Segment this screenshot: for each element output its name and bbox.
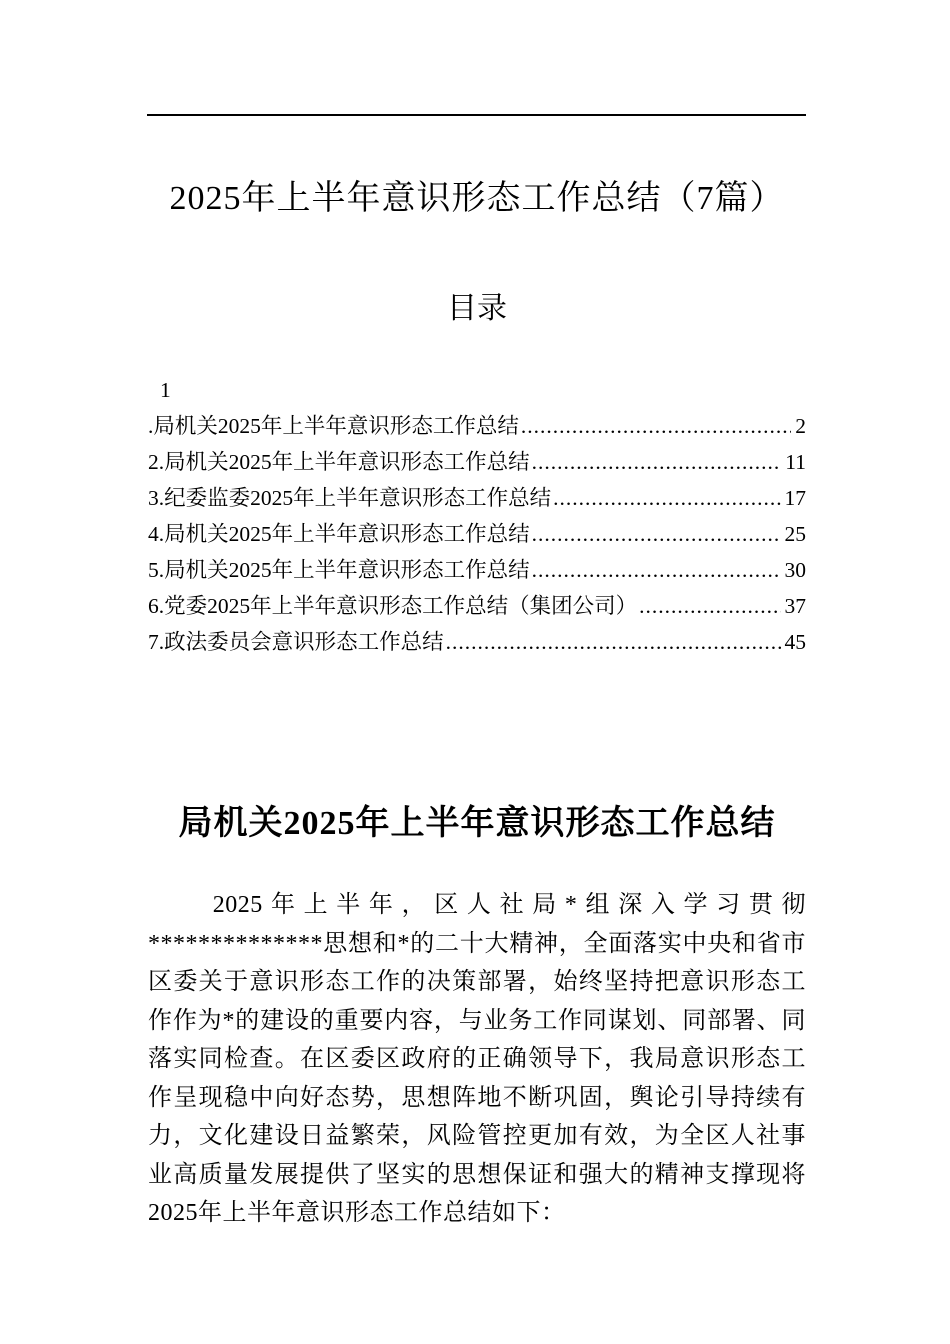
- section-heading: 局机关2025年上半年意识形态工作总结: [178, 805, 776, 842]
- toc-leader-dots: [532, 516, 781, 552]
- toc-entry-page: 25: [784, 522, 806, 546]
- toc-entry-5[interactable]: [148, 552, 806, 588]
- toc-leader-dots: [553, 480, 780, 516]
- toc-entry-page: 11: [785, 450, 806, 474]
- toc-leader-dots: [639, 588, 780, 624]
- toc-leader-dots: [532, 552, 781, 588]
- toc-entry-label: 5.局机关2025年上半年意识形态工作总结: [148, 558, 530, 582]
- toc-entry-3[interactable]: [148, 480, 806, 516]
- header-rule: [147, 114, 806, 116]
- document-title: 2025年上半年意识形态工作总结（7篇）: [169, 180, 785, 217]
- toc-orphan-number: 1: [160, 378, 171, 402]
- toc-heading: 目录: [447, 292, 507, 325]
- toc-entry-label: 6.党委2025年上半年意识形态工作总结（集团公司）: [148, 594, 638, 618]
- toc-entry-page: 17: [784, 486, 806, 510]
- toc-entry-label: 7.政法委员会意识形态工作总结: [148, 630, 444, 654]
- toc-entry-page: 2: [795, 414, 806, 438]
- toc-entry-page: 30: [784, 558, 806, 582]
- toc-entry-2[interactable]: [148, 444, 806, 480]
- body-paragraph: 2025年上半年，区人社局*组深入学习贯彻**************思想和*的二十大精神，全面落实中央和省市区委关于意识形态工作的决策部署，始终坚持把意识形态工作作为*的建设的重要内容，与业务工作同谋划、同部署、同落实同检查。在区委区政府的正确领导下，我局意识形态工作呈现稳中向好态势，思想阵地不断巩固，舆论引导持续有力，文化建设日益繁荣，风险管控更加有效，为全区人社事业高质量发展提供了坚实的思想保证和强大的精神支撑现将2025年上半年意识形态工作总结如下：: [148, 892, 806, 1226]
- toc-entry-7[interactable]: [148, 624, 806, 660]
- toc-entry-label: 2.局机关2025年上半年意识形态工作总结: [148, 450, 530, 474]
- toc-entry-6[interactable]: [148, 588, 806, 624]
- toc-leader-dots: [521, 408, 791, 444]
- toc-entry-label: 4.局机关2025年上半年意识形态工作总结: [148, 522, 530, 546]
- toc-leader-dots: [446, 624, 781, 660]
- table-of-contents: [148, 372, 806, 660]
- toc-entry-page: 37: [784, 594, 806, 618]
- toc-entry-label: .局机关2025年上半年意识形态工作总结: [148, 414, 519, 438]
- toc-entry-label: 3.纪委监委2025年上半年意识形态工作总结: [148, 486, 552, 510]
- toc-entry-4[interactable]: [148, 516, 806, 552]
- toc-entry-page: 45: [784, 630, 806, 654]
- toc-leader-dots: [532, 444, 782, 480]
- toc-entry-1[interactable]: [148, 408, 806, 444]
